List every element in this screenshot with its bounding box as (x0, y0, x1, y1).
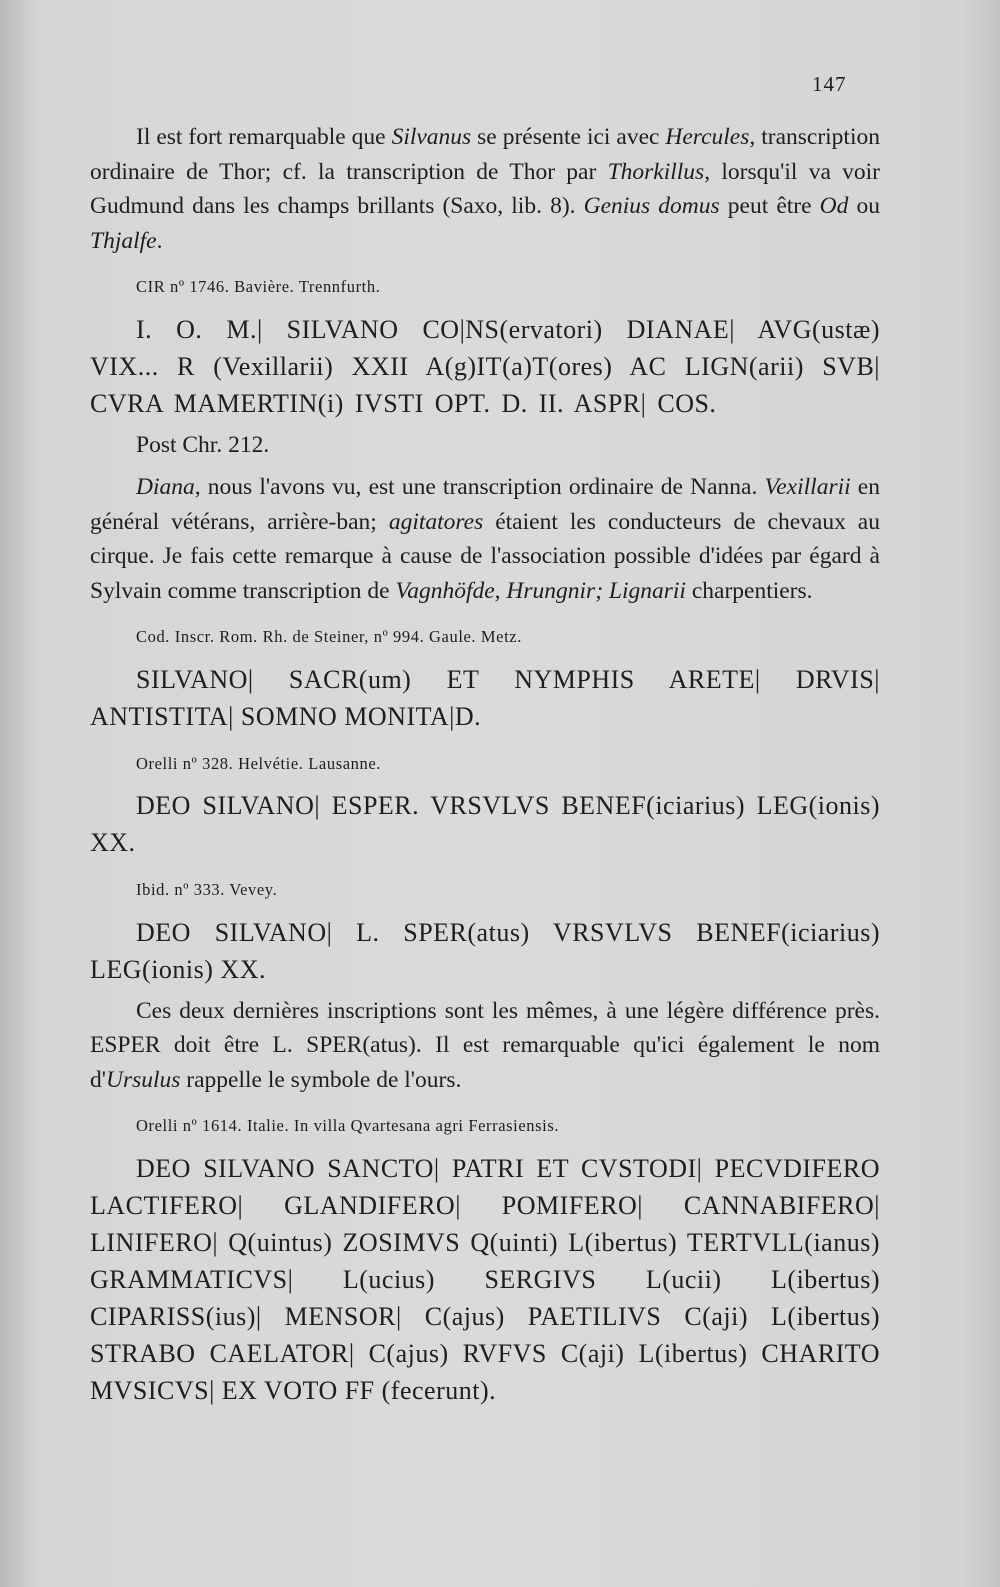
text-run: charpentiers. (685, 577, 813, 604)
italic-run: Thjalfe (90, 227, 157, 254)
date-post-chr: Post Chr. 212. (136, 431, 270, 458)
text-run: , lorsqu'il va voir Gudmund dans les champs brillants (Saxo, lib. 8). (90, 158, 880, 219)
text-run: en général vétérans, arrière-ban; (90, 474, 880, 535)
italic-run: Ursulus (105, 1066, 181, 1093)
paragraph-diana-nanna (90, 470, 880, 608)
reference-ibid-333: Ibid. nº 333. Vevey. (136, 880, 278, 899)
text-run: peut être (719, 193, 820, 219)
italic-run: agitatores (388, 508, 484, 535)
italic-run: Diana (136, 474, 195, 500)
page-body (90, 120, 880, 1415)
inscription-metz: SILVANO| SACR(um) ET NYMPHIS ARETE| DRVIS| ANTISTITA| SOMNO MONITA|D. (90, 664, 880, 731)
paragraph-silvanus-hercules (90, 120, 880, 258)
reference-cir-1746: CIR nº 1746. Bavière. Trennfurth. (136, 277, 381, 296)
text-run: se présente ici avec (471, 124, 666, 150)
italic-run: Od (819, 193, 849, 219)
reference-steiner-994: Cod. Inscr. Rom. Rh. de Steiner, nº 994. Gaule. Metz. (136, 627, 522, 646)
text-run: . (156, 227, 163, 254)
italic-run: Hercules (665, 124, 750, 150)
inscription-ferrasiensis: DEO SILVANO SANCTO| PATRI ET CVSTODI| PECVDIFERO LACTIFERO| GLANDIFERO| POMIFERO| CANNABIFERO| LINIFERO| Q(uintus) ZOSIMVS Q(uinti) L(ibertus) TERTVLL(ianus) GRAMMATICVS| L(ucius) SERGIVS L(ucii) L(ibertus) CIPARISS(ius)| MENSOR| C(ajus) PAETILIVS C(aji) L(ibertus) STRABO CAELATOR| C(ajus) RVFVS C(aji) L(ibertus) CHARITO MVSICVS| EX VOTO FF (fecerunt). (90, 1153, 880, 1405)
inscription-vevey: DEO SILVANO| L. SPER(atus) VRSVLVS BENEF(iciarius) LEG(ionis) XX. (90, 917, 880, 984)
text-run: ou (848, 193, 880, 219)
inscription-trennfurth: I. O. M.| SILVANO CO|NS(ervatori) DIANAE| AVG(ustæ) VIX... R (Vexillarii) XXII A(g)IT(a)T(ores) AC LIGN(arii) SVB| CVRA MAMERTIN(i) IVSTI OPT. D. II. ASPR| COS. (90, 314, 880, 418)
italic-run: Silvanus (391, 124, 472, 150)
text-run: rappelle le symbole de l'ours. (180, 1066, 462, 1093)
text-run: , transcription ordinaire de Thor; cf. la transcription de Thor par (90, 124, 880, 185)
page-number: 147 (812, 72, 847, 96)
italic-run: Thorkillus (607, 158, 705, 185)
text-run: Ces deux dernières inscriptions sont les mêmes, à une légère différence près. ESPER doit être L. SPER(atus). Il est remarquable qu'ici également le nom d' (90, 997, 880, 1093)
text-run: , nous l'avons vu, est une transcription ordinaire de Nanna. (194, 474, 765, 500)
paragraph-esper-ursulus (90, 994, 880, 1098)
reference-orelli-1614: Orelli nº 1614. Italie. In villa Qvartesana agri Ferrasiensis. (136, 1116, 560, 1135)
italic-run: Vexillarii (764, 474, 851, 500)
reference-orelli-328: Orelli nº 328. Helvétie. Lausanne. (136, 753, 381, 773)
italic-run: Genius domus (583, 193, 720, 219)
inscription-lausanne: DEO SILVANO| ESPER. VRSVLVS BENEF(iciarius) LEG(ionis) XX. (90, 791, 880, 857)
italic-run: Vagnhöfde, Hrungnir; Lignarii (395, 577, 686, 604)
text-run: étaient les conducteurs de chevaux au cirque. Je fais cette remarque à cause de l'association possible d'idées par égard à Sylvain comme transcription de (90, 508, 880, 604)
text-run: Il est fort remarquable que (136, 124, 392, 150)
